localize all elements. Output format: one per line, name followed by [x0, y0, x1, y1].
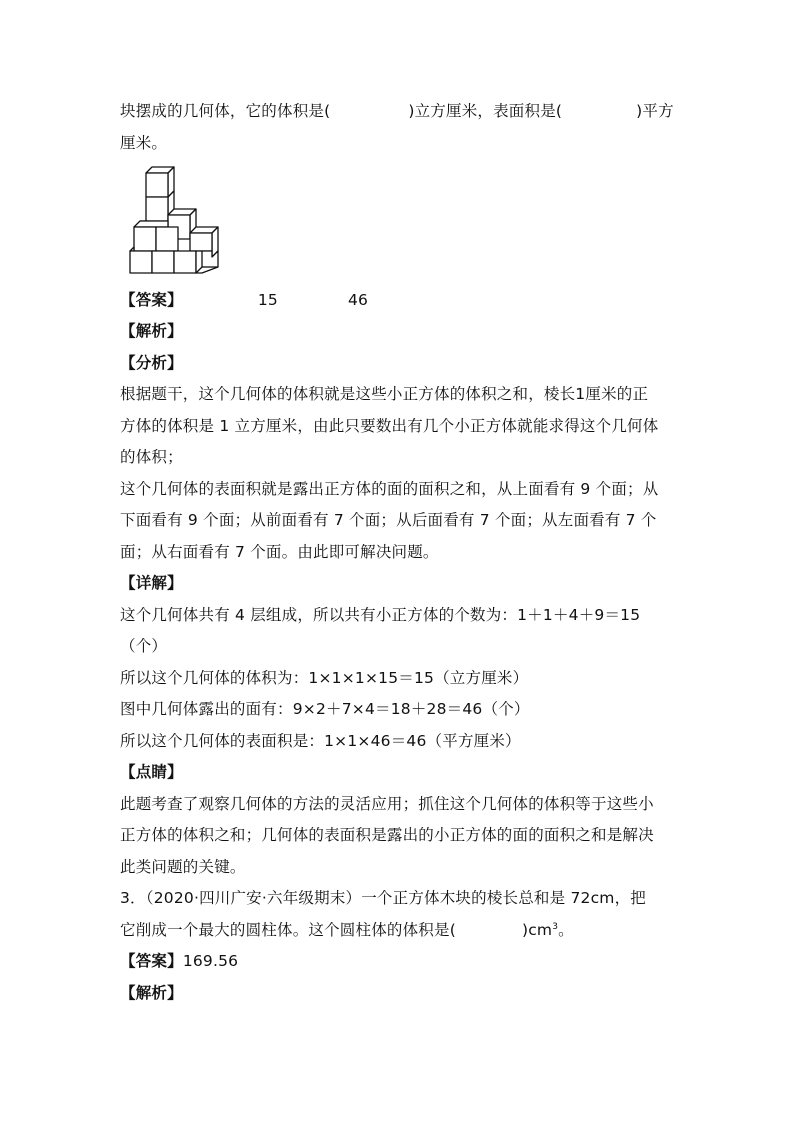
q3-text: 。: [558, 921, 574, 939]
fenxi-p1: 根据题干，这个几何体的体积就是这些小正方体的体积之和，棱长1厘米的正: [120, 385, 649, 403]
xiangjie-p1: 这个几何体共有 4 层组成，所以共有小正方体的个数为：1＋1＋4＋9＝15: [120, 606, 641, 624]
cube-stack-figure: [128, 163, 220, 275]
q2-text: 块摆成的几何体，它的体积是(: [120, 102, 331, 120]
answer3-value: 169.56: [182, 952, 239, 970]
xiangjie-p3: 所以这个几何体的体积为：1×1×1×15＝15（立方厘米）: [120, 669, 529, 687]
xiangjie-label: 【详解】: [120, 574, 183, 592]
answer-label: 【答案】: [120, 291, 183, 309]
answer3-label: 【答案】: [120, 952, 183, 970]
q3-text: 它削成一个最大的圆柱体。这个圆柱体的体积是(: [120, 921, 456, 939]
answer-line: [120, 290, 368, 310]
answer-area: 46: [347, 291, 369, 309]
q3-unit-exponent: 3: [552, 921, 559, 932]
answer-volume: 15: [257, 291, 278, 309]
fenxi-p5: 下面看有 9 个面；从前面看有 7 个面；从后面看有 7 个面；从左面看有 7 个: [120, 511, 657, 529]
dianjing-p1: 此题考查了观察几何体的方法的灵活应用；抓住这个几何体的体积等于这些小: [120, 795, 654, 813]
q2-text: )平方: [636, 102, 674, 120]
xiangjie-p5: 所以这个几何体的表面积是：1×1×46＝46（平方厘米）: [120, 732, 521, 750]
jiexi3-label: 【解析】: [120, 984, 183, 1002]
fenxi-p4: 这个几何体的表面积就是露出正方体的面的面积之和，从上面看有 9 个面；从: [120, 480, 659, 498]
q3-line2: [120, 920, 574, 940]
bottom-cubes: [130, 247, 218, 273]
dianjing-p2: 正方体的体积之和；几何体的表面积是露出的小正方体的面的面积之和是解决: [120, 826, 654, 844]
q2-text: )立方厘米，表面积是(: [408, 102, 563, 120]
fenxi-label: 【分析】: [120, 354, 183, 372]
jiexi-label: 【解析】: [120, 322, 183, 340]
q2-line2: 厘米。: [120, 134, 168, 152]
q2-line1: [120, 101, 674, 121]
dianjing-p3: 此类问题的关键。: [120, 858, 246, 876]
fenxi-p3: 的体积；: [120, 448, 183, 466]
q3-unit: )cm: [521, 921, 553, 939]
xiangjie-p4: 图中几何体露出的面有：9×2＋7×4＝18＋28＝46（个）: [120, 700, 530, 718]
xiangjie-p2: （个）: [120, 637, 168, 655]
q3-line1: 3．（2020·四川广安·六年级期末）一个正方体木块的棱长总和是 72cm，把: [120, 889, 646, 907]
answer3-line: [120, 951, 238, 971]
fenxi-p2: 方体的体积是 1 立方厘米，由此只要数出有几个小正方体就能求得这个几何体: [120, 417, 659, 435]
fenxi-p6: 面；从右面看有 7 个面。由此即可解决问题。: [120, 543, 439, 561]
dianjing-label: 【点睛】: [120, 763, 183, 781]
